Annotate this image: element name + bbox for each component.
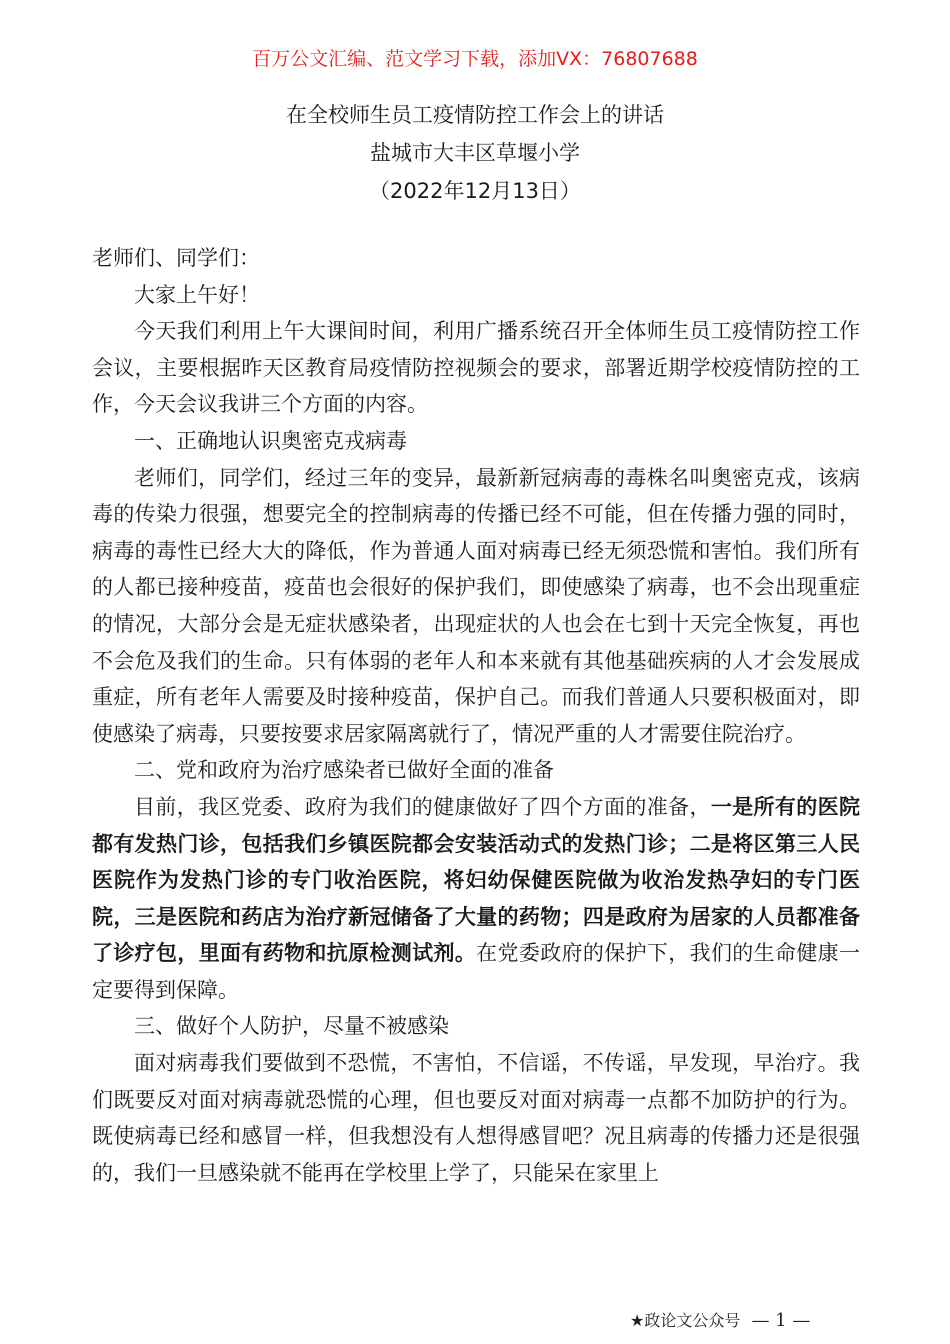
organization-name: 盐城市大丰区草堰小学: [370, 141, 580, 165]
intro-paragraph: 今天我们利用上午大课间时间，利用广播系统召开全体师生员工疫情防控工作会议，主要根据昨天区教育局疫情防控视频会的要求，部署近期学校疫情防控的工作，今天会议我讲三个方面的内容。: [92, 319, 860, 417]
section-2-text-start: 目前，我区党委、政府为我们的健康做好了四个方面的准备，: [134, 794, 711, 819]
greeting: 大家上午好！: [134, 282, 260, 307]
page-number: — 1 —: [751, 1310, 811, 1331]
salutation: 老师们、同学们：: [92, 246, 260, 270]
section-3-paragraph: 面对病毒我们要做到不恐慌，不害怕，不信谣，不传谣，早发现，早治疗。我们既要反对面对病毒就恐慌的心理，但也要反对面对病毒一点都不加防护的行为。既使病毒已经和感冒一样，但我想没有人想得感冒吧？况且病毒的传播力还是很强的，我们一旦感染就不能再在学校里上学了，只能呆在家里上: [92, 1051, 860, 1185]
section-3-heading: 三、做好个人防护，尽量不被感染: [134, 1014, 449, 1039]
speech-date: （2022年12月13日）: [369, 179, 581, 203]
section-1-heading: 一、正确地认识奥密克戎病毒: [134, 428, 407, 453]
section-2-text-end: 在党委政府的保护下，我们的生命健康一定要得到保障。: [92, 941, 860, 1002]
document-body: [92, 240, 860, 1191]
document-title: 在全校师生员工疫情防控工作会上的讲话: [286, 103, 664, 127]
section-2-text-bold: 一是所有的医院都有发热门诊，包括我们乡镇医院都会安装活动式的发热门诊；二是将区第三人民医院作为发热门诊的专门收治医院，将妇幼保健医院做为收治发热孕妇的专门医院，三是医院和药店为治疗新冠储备了大量的药物；四是政府为居家的人员都准备了诊疗包，里面有药物和抗原检测试剂。: [92, 794, 861, 966]
section-1-paragraph: 老师们，同学们，经过三年的变异，最新新冠病毒的毒株名叫奥密克戎，该病毒的传染力很强，想要完全的控制病毒的传播已经不可能，但在传播力强的同时，病毒的毒性已经大大的降低，作为普通人面对病毒已经无须恐慌和害怕。我们所有的人都已接种疫苗，疫苗也会很好的保护我们，即使感染了病毒，也不会出现重症的情况，大部分会是无症状感染者，出现症状的人也会在七到十天完全恢复，再也不会危及我们的生命。只有体弱的老年人和本来就有其他基础疾病的人才会发展成重症，所有老年人需要及时接种疫苗，保护自己。而我们普通人只要积极面对，即使感染了病毒，只要按要求居家隔离就行了，情况严重的人才需要住院治疗。: [92, 465, 860, 746]
section-2-paragraph: [92, 789, 860, 1009]
section-2-heading: 二、党和政府为治疗感染者已做好全面的准备: [134, 758, 554, 783]
watermark-banner: 百万公文汇编、范文学习下载，添加VX：76807688: [252, 48, 698, 70]
page-footer: [630, 1310, 860, 1332]
footer-source: ★政论文公众号: [630, 1311, 741, 1330]
